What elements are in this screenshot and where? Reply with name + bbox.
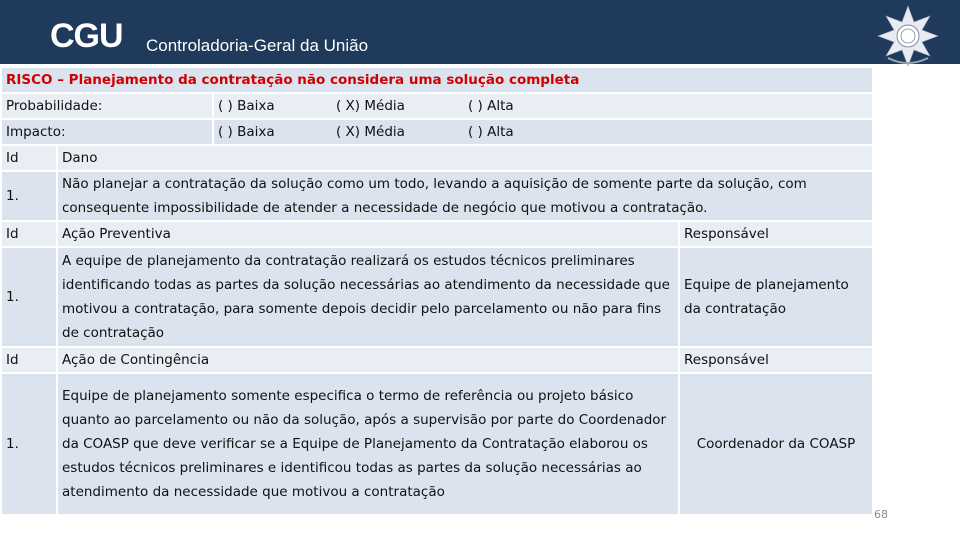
probabilidade-baixa: ( ) Baixa [218,98,275,114]
risk-title-row [1,67,873,93]
preventiva-id-header: Id [1,221,57,247]
contingencia-row [1,373,873,515]
dano-text: Não planejar a contratação da solução como um todo, levando a aquisição de somente parte da solução, com consequente impossibilidade de atender a necessidade de negócio que motivou a contratação. [57,171,873,221]
probabilidade-row [1,93,873,119]
slide-header [0,0,960,64]
risk-title: RISCO – Planejamento da contratação não considera uma solução completa [1,67,873,93]
brazil-coat-of-arms-icon [874,4,942,72]
dano-id: 1. [1,171,57,221]
impacto-baixa: ( ) Baixa [218,124,275,140]
impacto-alta: ( ) Alta [468,124,514,140]
probabilidade-label: Probabilidade: [1,93,213,119]
contingencia-header: Ação de Contingência [57,347,679,373]
dano-header-row [1,145,873,171]
preventiva-resp: Equipe de planejamento da contratação [679,247,873,347]
contingencia-id-header: Id [1,347,57,373]
probabilidade-alta: ( ) Alta [468,98,514,114]
dano-id-header: Id [1,145,57,171]
impacto-label: Impacto: [1,119,213,145]
preventiva-resp-header: Responsável [679,221,873,247]
preventiva-text: A equipe de planejamento da contratação realizará os estudos técnicos preliminares identificando todas as partes da solução necessárias ao atendimento da necessidade que motivou a contratação, para somente depois decidir pelo parcelamento ou não para fins de contratação [57,247,679,347]
preventiva-header-row [1,221,873,247]
impacto-row [1,119,873,145]
preventiva-row [1,247,873,347]
contingencia-resp-header: Responsável [679,347,873,373]
preventiva-id: 1. [1,247,57,347]
risk-table [0,66,874,516]
org-name: Controladoria-Geral da União [146,36,369,55]
preventiva-header: Ação Preventiva [57,221,679,247]
impacto-options [213,119,873,145]
dano-header: Dano [57,145,873,171]
impacto-media: ( X) Média [336,124,405,140]
contingencia-resp: Coordenador da COASP [679,373,873,515]
page-number: 68 [874,508,888,521]
dano-row [1,171,873,221]
probabilidade-media: ( X) Média [336,98,405,114]
contingencia-text: Equipe de planejamento somente especifica o termo de referência ou projeto básico quanto ao parcelamento ou não da solução, após a supervisão por parte do Coordenador da COASP que deve verificar se a Equipe de Planejamento da Contratação elaborou os estudos técnicos preliminares e identificou todas as partes da solução necessárias ao atendimento da necessidade que motivou a contratação [57,373,679,515]
contingencia-header-row [1,347,873,373]
contingencia-id: 1. [1,373,57,515]
cgu-logo: CGU [50,17,123,55]
probabilidade-options [213,93,873,119]
